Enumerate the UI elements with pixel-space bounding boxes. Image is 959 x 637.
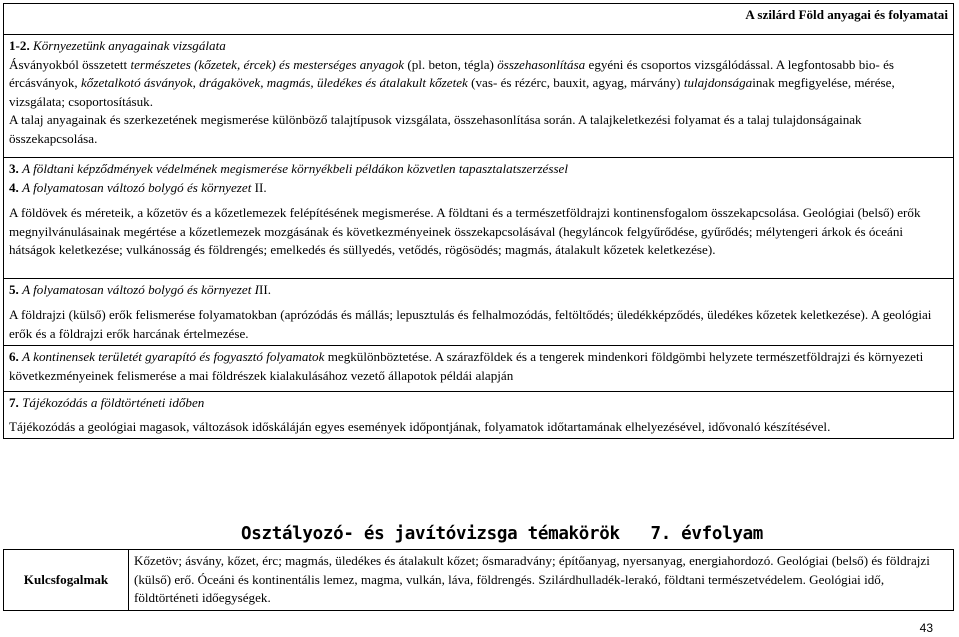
heading-3: 3. A földtani képződmények védelmének megismerése környékbeli példákon közvetlen tapasztalatszerzéssel	[9, 161, 568, 176]
paragraph-earth-layers: A földövek és méreteik, a kőzetöv és a kőzetlemezek felépítésének megismerése. A földtani és a természetföldrajzi kontinensfogalom összekapcsolása. Geológiai (belső) erők megnyilvánulásainak megértése a kőzetlemezek mozgásának és következményeinek összekapcsolásával (hegyláncok felgyűrődése, gyűrődés; mélytengeri árkok és óceáni hátságok keletkezése; vulkánosság és földrengés; emelkedés és süllyedés, vetődés, rögösödés; magmás, átalakult kőzetek keletkezése).	[9, 205, 921, 257]
paragraph-external-forces: A földrajzi (külső) erők felismerése folyamatokban (aprózódás és mállás; lepusztulás és felhalmozódás, feltöltődés; üledékképződés, üledékes kőzetek keletkezése). A geológiai erők és a földrajzi erők harcának értelmezése.	[9, 307, 932, 341]
curriculum-table	[3, 3, 954, 439]
heading-1-2: 1-2. Környezetünk anyagainak vizsgálata	[9, 38, 226, 53]
section-title: A szilárd Föld anyagai és folyamatai	[4, 4, 954, 35]
block-6	[4, 346, 954, 392]
heading-4: 4. A folyamatosan változó bolygó és környezet II.	[9, 179, 267, 195]
keywords-text: Kőzetöv; ásvány, kőzet, érc; magmás, üledékes és átalakult kőzet; ősmaradvány; építőanyag, nyersanyag, energiahordozó. Geológiai (belső) és földrajzi (külső) erő. Óceáni és kontinentális lemez, magma, vulkán, láva, földrengés. Szilárdhulladék-lerakó, földtani természetvédelem. Geológiai idő, földtörténeti időegységek.	[129, 550, 954, 611]
keywords-table	[3, 549, 954, 611]
paragraph-soil: A talaj anyagainak és szerkezetének megismerése különböző talajtípusok vizsgálata, összehasonlítása során. A talajkeletkezési folyamat és a talaj tulajdonságainak összekapcsolása.	[9, 112, 862, 146]
page-number: 43	[919, 621, 933, 635]
paragraph-continents: 6. A kontinensek területét gyarapító és fogyasztó folyamatok megkülönböztetése. A szárazföldek és a tengerek mindenkori földgömbi helyzete természetföldrajzi és környezeti következményeinek felismerése a mai földrészek kialakulásához vezető állapotok példái alapján	[9, 349, 924, 383]
exam-title: Osztályozó- és javítóvizsga témakörök 7. évfolyam	[241, 524, 764, 544]
paragraph-minerals: Ásványokból összetett természetes (kőzetek, ércek) és mesterséges anyagok (pl. beton, tégla) összehasonlítása egyéni és csoportos vizsgálódással. A legfontosabb bio- és ércásványok, kőzetalkotó ásványok, drágakövek, magmás, üledékes és átalakult kőzetek (vas- és rézérc, bauxit, agyag, márvány) tulajdonságainak megfigyelése, mérése, vizsgálata; csoportosításuk.	[9, 56, 895, 109]
block-1-2	[4, 35, 954, 158]
block-7	[4, 392, 954, 439]
block-3-4	[4, 158, 954, 279]
keywords-label: Kulcsfogalmak	[4, 550, 129, 611]
block-5	[4, 278, 954, 346]
heading-5: 5. A folyamatosan változó bolygó és környezet III.	[9, 281, 271, 297]
paragraph-geologic-time: Tájékozódás a geológiai magasok, változások időskáláján egyes események időpontjának, folyamatok időtartamának elhelyezésével, idővonaló készítésével.	[9, 418, 831, 434]
heading-7: 7. Tájékozódás a földtörténeti időben	[9, 395, 205, 410]
header-row	[4, 4, 954, 35]
